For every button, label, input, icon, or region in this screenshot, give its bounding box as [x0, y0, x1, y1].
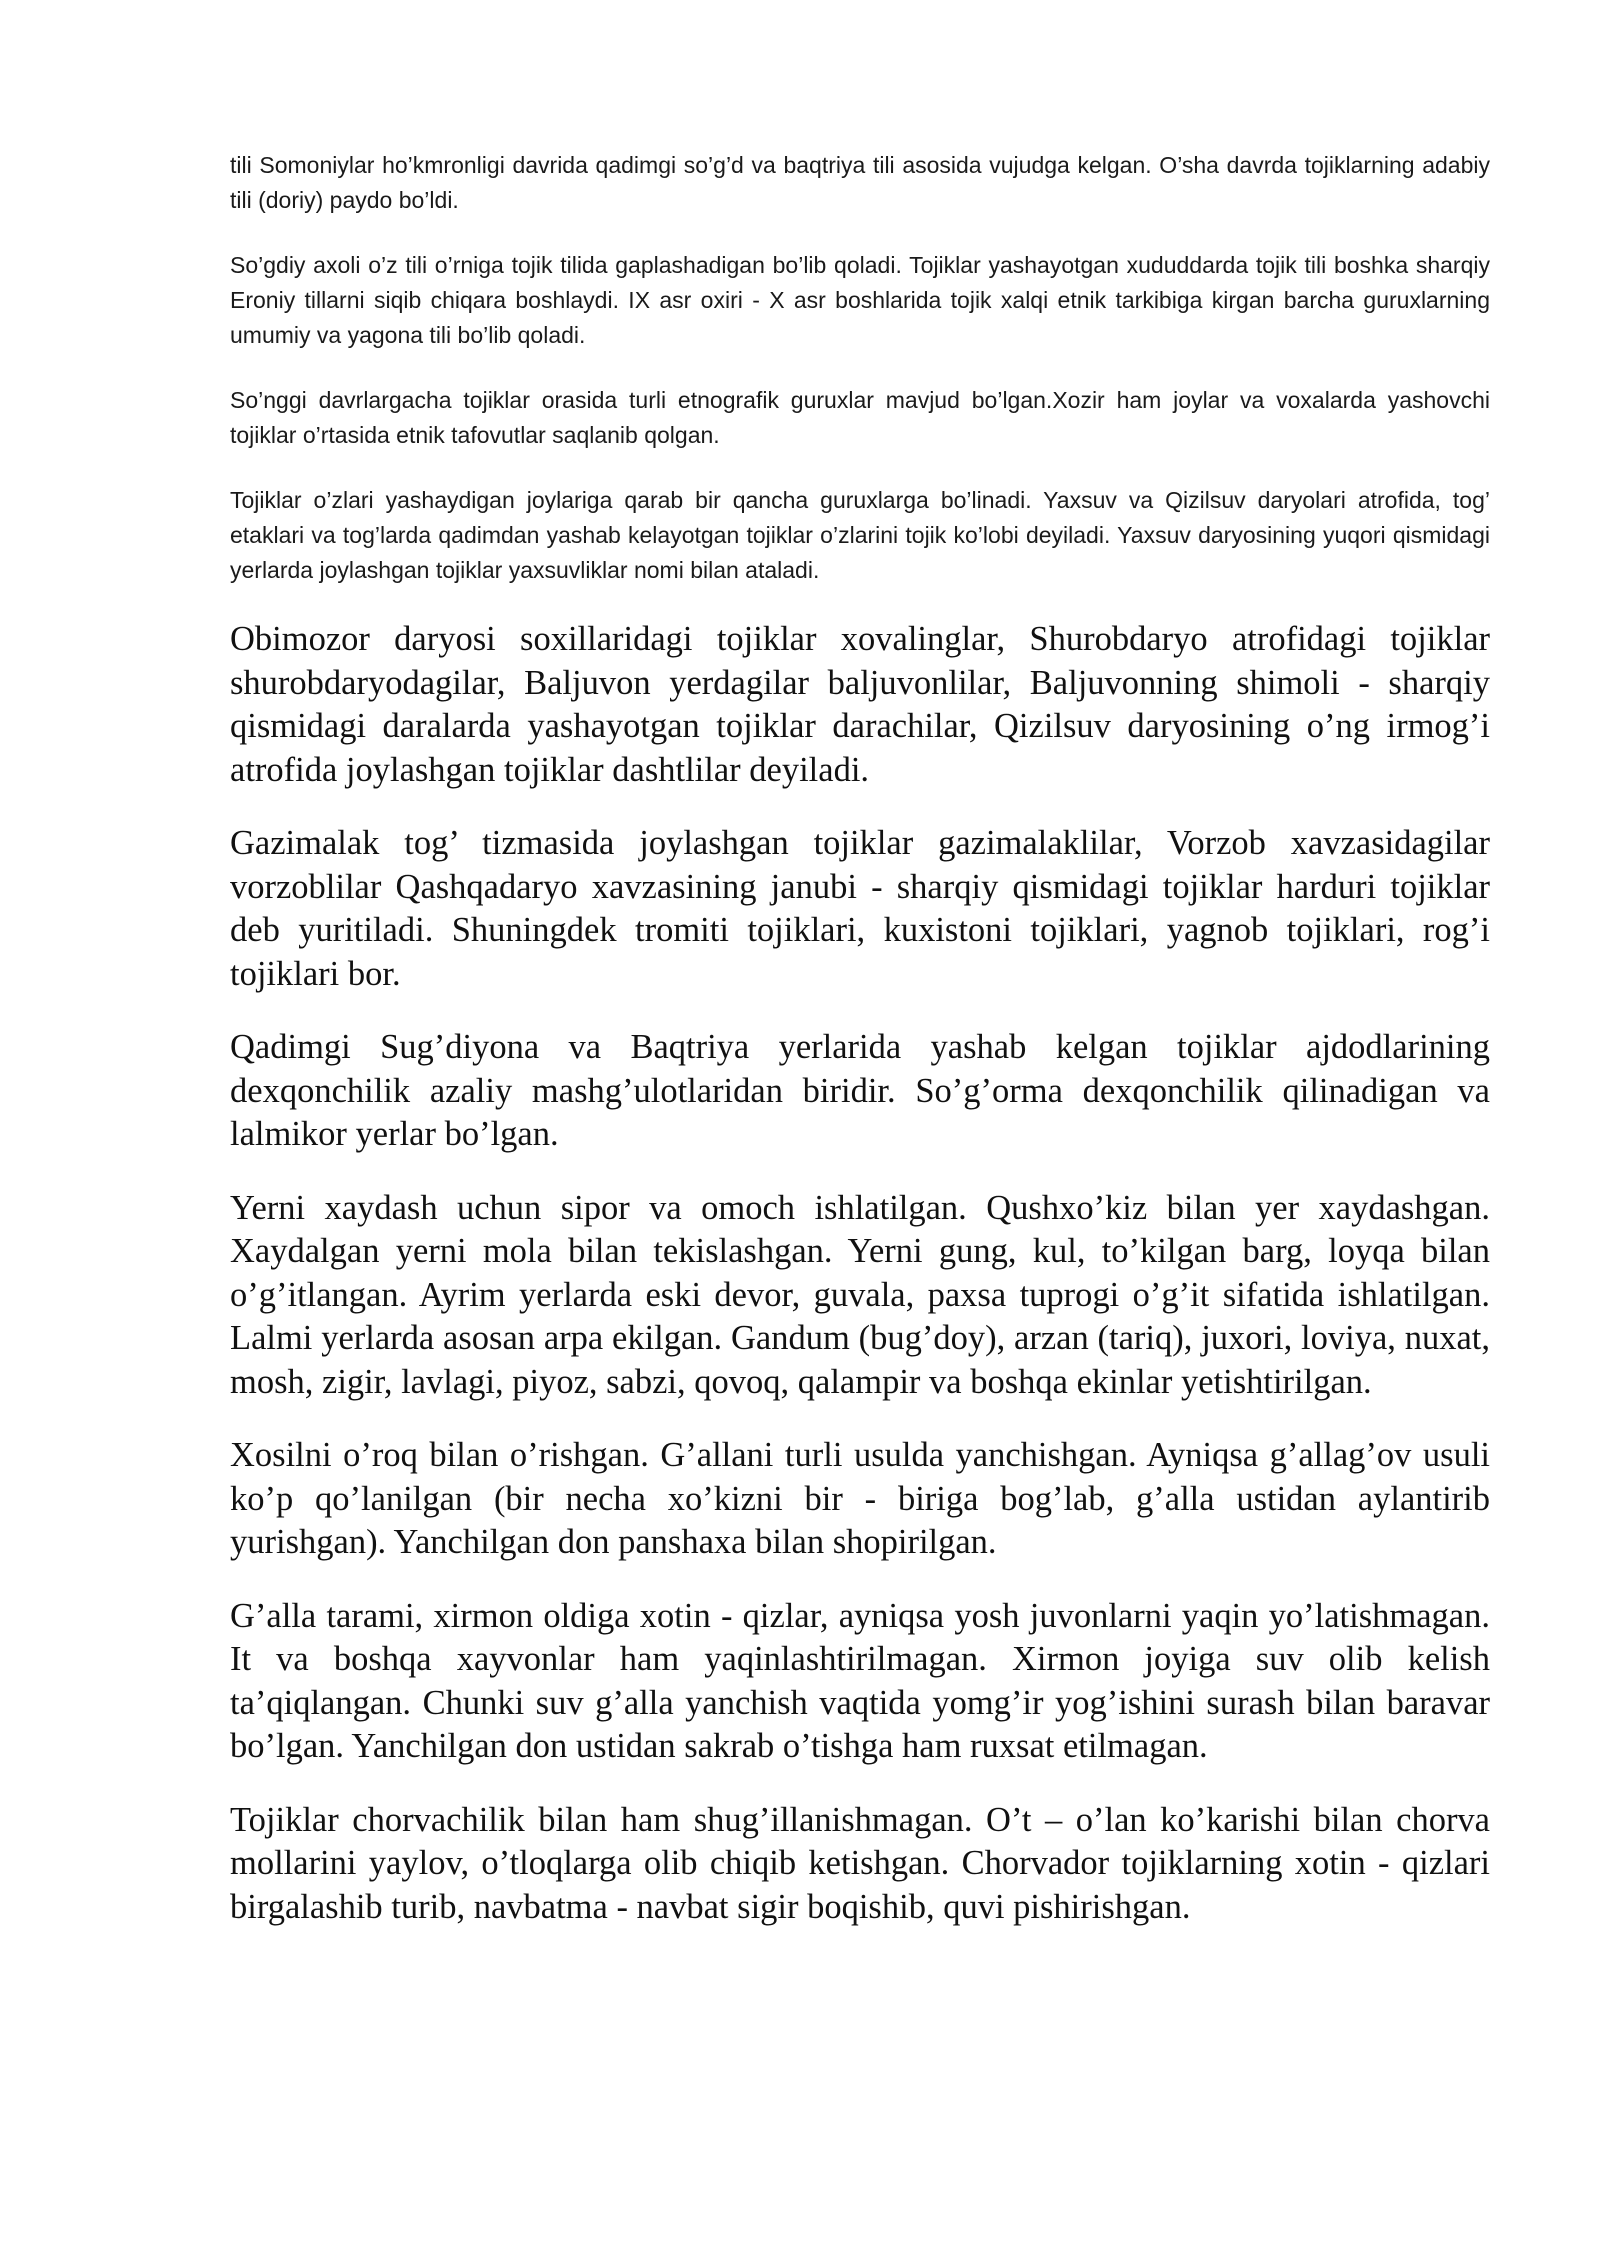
- paragraph-river-groups: Obimozor daryosi soxillaridagi tojiklar xovalinglar, Shurobdaryo atrofidagi tojiklar shurobdaryodagilar, Baljuvon yerdagilar baljuvonlilar, Baljuvonning shimoli - sharqiy qismidagi daralarda yashayotgan tojiklar darachilar, Qizilsuv daryosining o’ng irmog’i atrofida joylashgan tojiklar dashtlilar deyiladi.: [230, 620, 1490, 789]
- paragraph-farming-tradition: Qadimgi Sug’diyona va Baqtriya yerlarida yashab kelgan tojiklar ajdodlarining dexqonchilik azaliy mashg’ulotlaridan biridir. So’g’orma dexqonchilik qilinadigan va lalmikor yerlar bo’lgan.: [230, 1028, 1490, 1153]
- paragraph-threshing-customs: G’alla tarami, xirmon oldiga xotin - qizlar, ayniqsa yosh juvonlarni yaqin yo’latishmagan. It va boshqa xayvonlar ham yaqinlashtirilmagan. Xirmon joyiga suv olib kelish ta’qiqlangan. Chunki suv g’alla yanchish vaqtida yomg’ir yog’ishini surash bilan baravar bo’lgan. Yanchilgan don ustidan sakrab o’tishga ham ruxsat etilmagan.: [230, 1596, 1490, 1765]
- paragraph-mountain-groups: Gazimalak tog’ tizmasida joylashgan tojiklar gazimalaklilar, Vorzob xavzasidagilar vorzoblilar Qashqadaryo xavzasining janubi - sharqiy qismidagi tojiklar harduri tojiklar deb yuritiladi. Shuningdek tromiti tojiklari, kuxistoni tojiklari, yagnob tojiklari, rog’i tojiklari bor.: [230, 824, 1490, 993]
- paragraph-group-divisions: Tojiklar o’zlari yashaydigan joylariga qarab bir qancha guruxlarga bo’linadi. Yaxsuv va Qizilsuv daryolari atrofida, tog’ etaklari va tog’larda qadimdan yashab kelayotgan tojiklar o’zlarini tojik ko’lobi deyiladi. Yaxsuv daryosining yuqori qismidagi yerlarda joylashgan tojiklar yaxsuvliklar nomi bilan ataladi.: [230, 487, 1490, 583]
- paragraph-ethnographic-groups: So’nggi davrlargacha tojiklar orasida turli etnografik guruxlar mavjud bo’lgan.Xozir ham joylar va voxalarda yashovchi tojiklar o’rtasida etnik tafovutlar saqlanib qolgan.: [230, 387, 1490, 448]
- paragraph-sogdian-shift: So’gdiy axoli o’z tili o’rniga tojik tilida gaplashadigan bo’lib qoladi. Tojiklar yashayotgan xududdarda tojik tili boshka sharqiy Eroniy tillarni siqib chiqara boshlaydi. IX asr oxiri - X asr boshlarida tojik xalqi etnik tarkibiga kirgan barcha guruxlarning umumiy va yagona tili bo’lib qoladi.: [230, 252, 1490, 348]
- paragraph-livestock: Tojiklar chorvachilik bilan ham shug’illanishmagan. O’t – o’lan ko’karishi bilan chorva mollarini yaylov, o’tloqlarga olib chiqib ketishgan. Chorvador tojiklarning xotin - qizlari birgalashib turib, navbatma - navbat sigir boqishib, quvi pishirishgan.: [230, 1800, 1490, 1926]
- paragraph-language-origin: tili Somoniylar ho’kmronligi davrida qadimgi so’g’d va baqtriya tili asosida vujudga kelgan. O’sha davrda tojiklarning adabiy tili (doriy) paydo bo’ldi.: [230, 152, 1490, 213]
- paragraph-harvest-threshing: Xosilni o’roq bilan o’rishgan. G’allani turli usulda yanchishgan. Ayniqsa g’allag’ov usuli ko’p qo’lanilgan (bir necha xo’kizni bir - biriga bog’lab, g’alla ustidan aylantirib yurishgan). Yanchilgan don panshaxa bilan shopirilgan.: [230, 1436, 1490, 1561]
- paragraph-plowing-crops: Yerni xaydash uchun sipor va omoch ishlatilgan. Qushxo’kiz bilan yer xaydashgan. Xaydalgan yerni mola bilan tekislashgan. Yerni gung, kul, to’kilgan barg, loyqa bilan o’g’itlangan. Ayrim yerlarda eski devor, guvala, paxsa tuprogi o’g’it sifatida ishlatilgan. Lalmi yerlarda asosan arpa ekilgan. Gandum (bug’doy), arzan (tariq), juxori, loviya, nuxat, mosh, zigir, lavlagi, piyoz, sabzi, qovoq, qalampir va boshqa ekinlar yetishtirilgan.: [230, 1188, 1490, 1401]
- document-body: [230, 148, 1490, 1959]
